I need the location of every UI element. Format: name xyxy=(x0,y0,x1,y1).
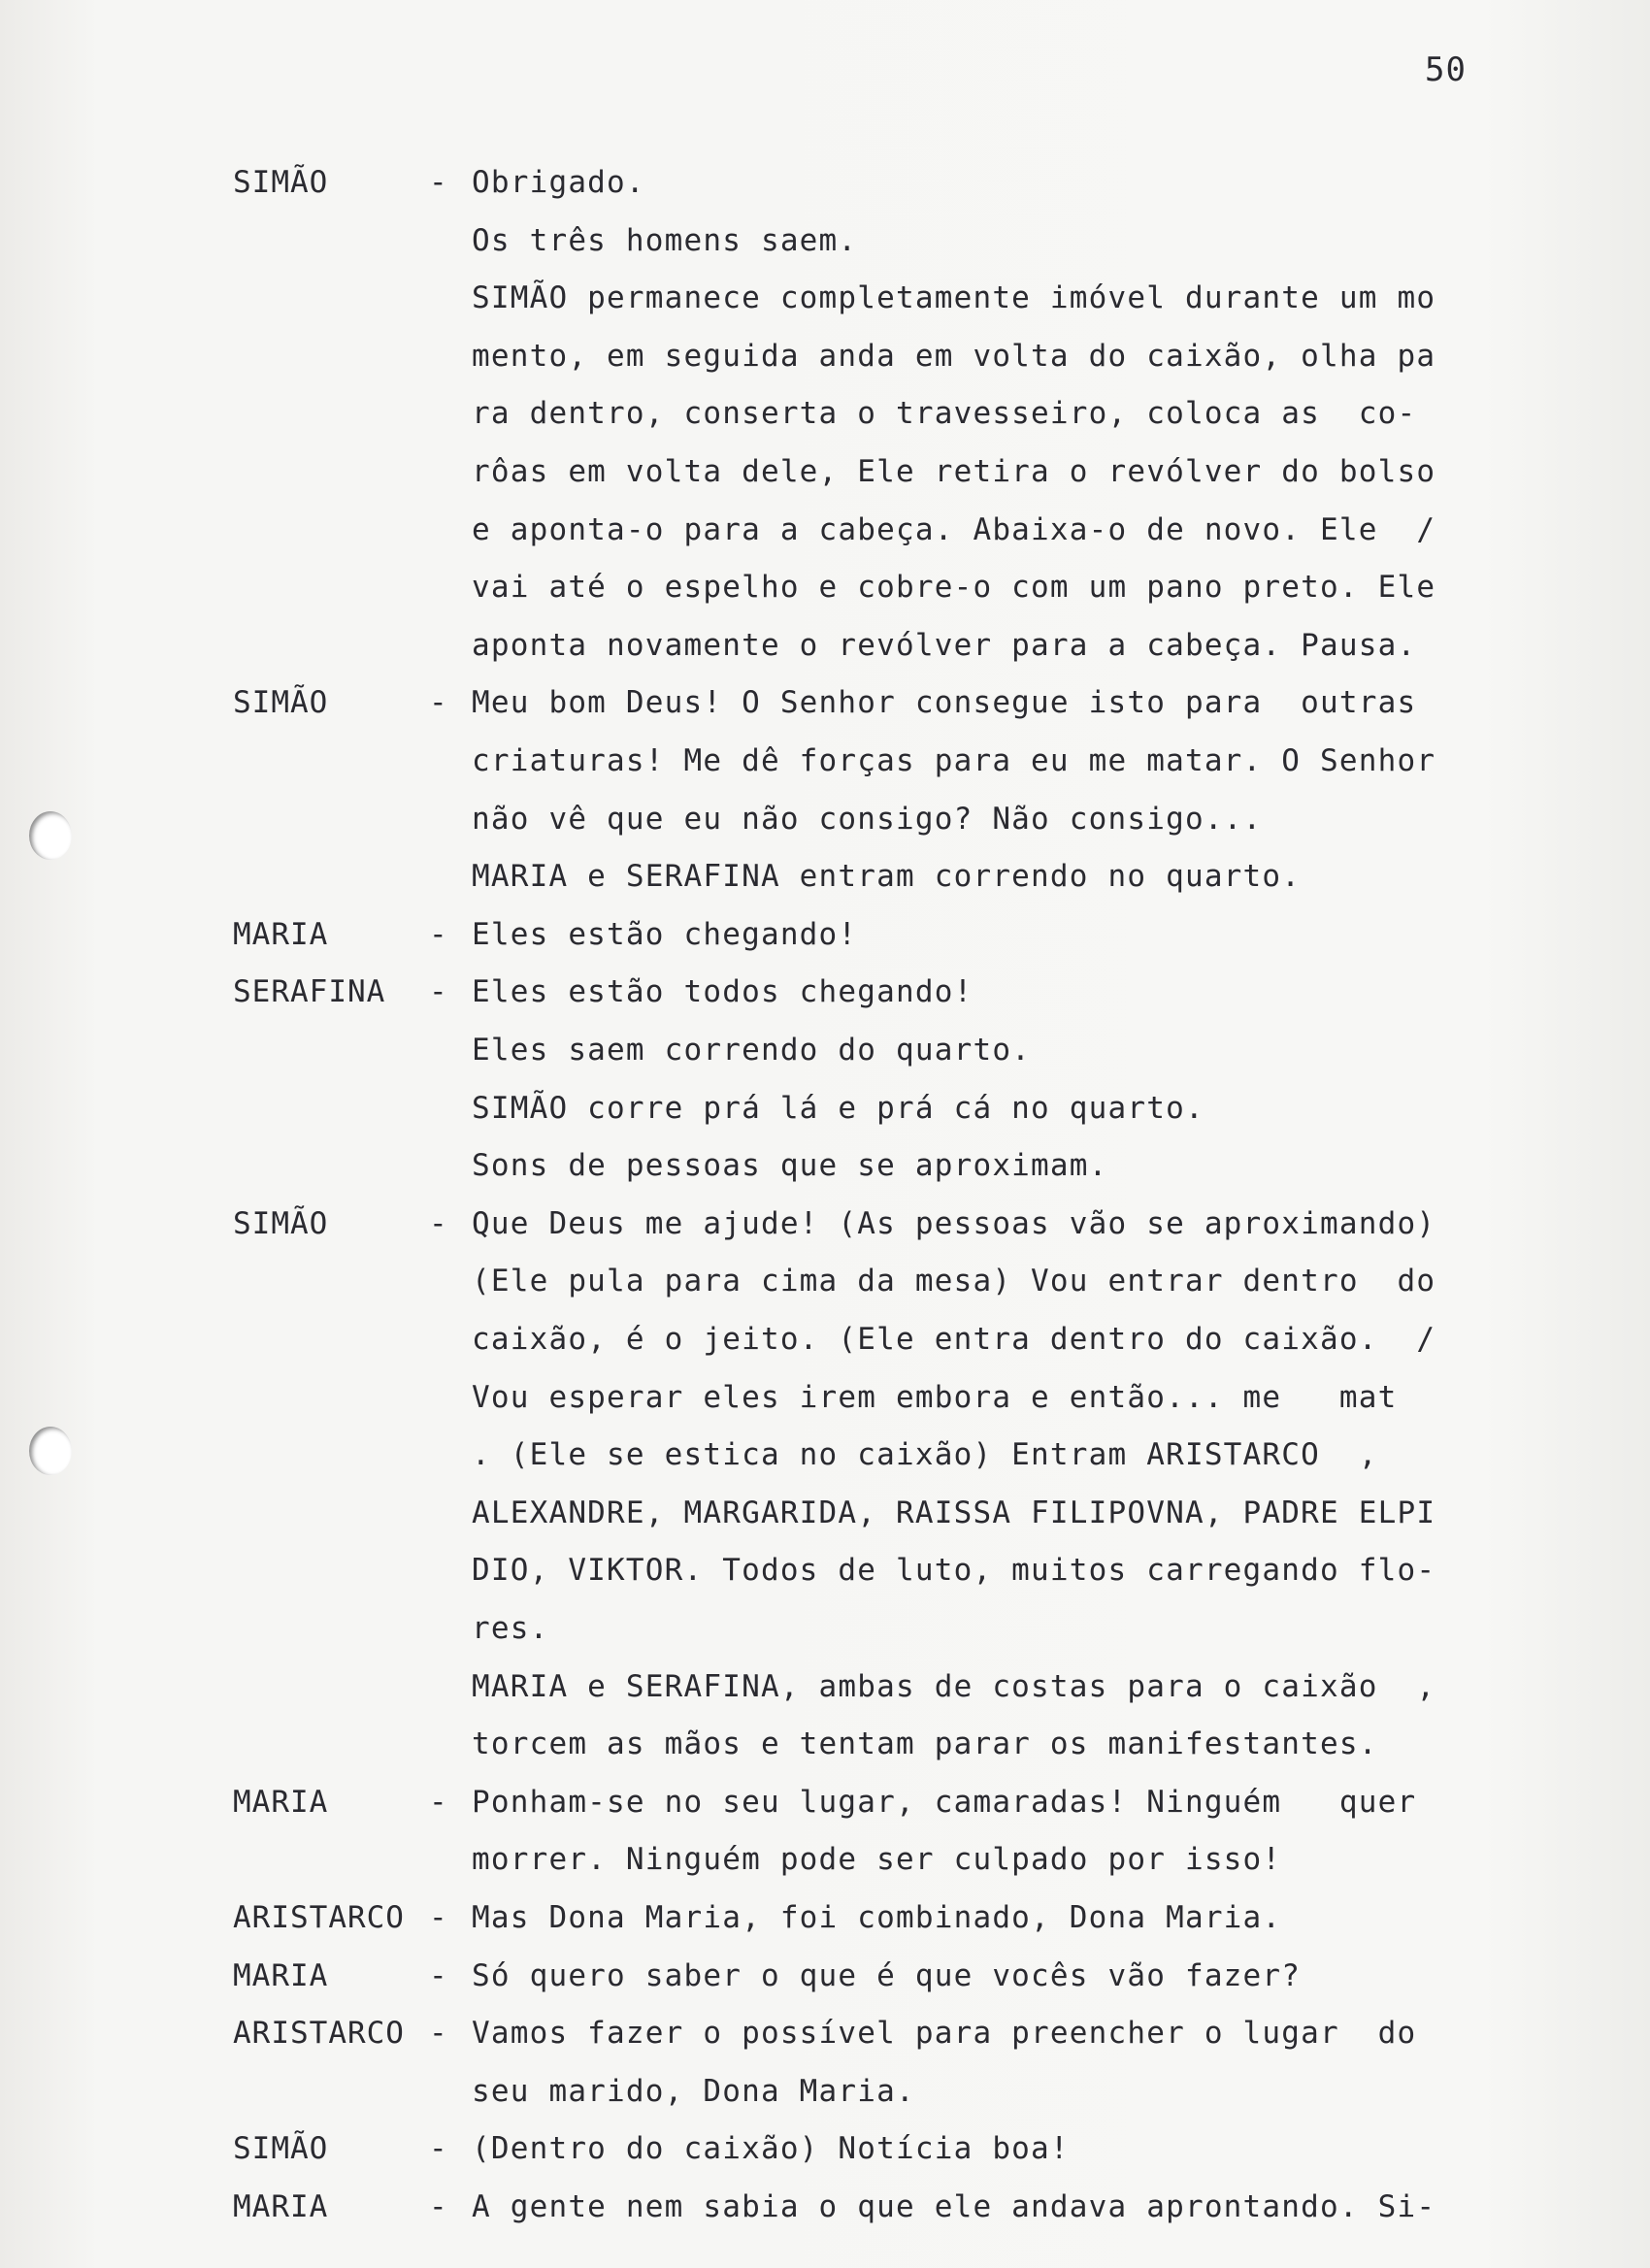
speaker-name: SIMÃO xyxy=(233,2131,329,2166)
speaker-name: MARIA xyxy=(233,917,329,952)
dialogue-dash: - xyxy=(429,1958,447,1993)
dialogue-text: Mas Dona Maria, foi combinado, Dona Maria. xyxy=(472,1900,1282,1935)
speaker-name: ARISTARCO xyxy=(233,1900,405,1935)
stage-direction-text: res. xyxy=(472,1611,549,1646)
stage-direction-text: vai até o espelho e cobre-o com um pano preto. Ele xyxy=(472,570,1436,605)
dialogue-text: Ponham-se no seu lugar, camaradas! Ninguém quer xyxy=(472,1785,1417,1820)
script-line xyxy=(0,2004,1650,2062)
stage-direction-text: DIO, VIKTOR. Todos de luto, muitos carregando flo- xyxy=(472,1553,1436,1588)
script-line xyxy=(0,558,1650,616)
stage-direction-text: MARIA e SERAFINA, ambas de costas para o caixão , xyxy=(472,1669,1436,1704)
script-line xyxy=(0,1715,1650,1773)
script-line xyxy=(0,1889,1650,1947)
script-line xyxy=(0,2178,1650,2236)
script-line xyxy=(0,2062,1650,2120)
speaker-name: SIMÃO xyxy=(233,1206,329,1241)
dialogue-dash: - xyxy=(429,1785,447,1820)
stage-direction-text: aponta novamente o revólver para a cabeça. Pausa. xyxy=(472,628,1417,663)
script-line xyxy=(0,674,1650,732)
stage-direction-text: e aponta-o para a cabeça. Abaixa-o de novo. Ele / xyxy=(472,512,1436,547)
script-line xyxy=(0,1658,1650,1716)
page-number: 50 xyxy=(1425,50,1467,89)
stage-direction-text: Eles saem correndo do quarto. xyxy=(472,1033,1032,1068)
script-line xyxy=(0,732,1650,790)
dialogue-dash: - xyxy=(429,1206,447,1241)
script-line xyxy=(0,384,1650,443)
dialogue-text: Meu bom Deus! O Senhor consegue isto para outras xyxy=(472,685,1417,720)
stage-direction-text: (Ele pula para cima da mesa) Vou entrar dentro do xyxy=(472,1264,1436,1298)
script-line xyxy=(0,1830,1650,1889)
script-line xyxy=(0,269,1650,327)
dialogue-dash: - xyxy=(429,2016,447,2051)
script-line xyxy=(0,1079,1650,1137)
speaker-name: ARISTARCO xyxy=(233,2016,405,2051)
script-line xyxy=(0,1484,1650,1542)
stage-direction-text: morrer. Ninguém pode ser culpado por isso! xyxy=(472,1842,1282,1877)
script-line xyxy=(0,905,1650,964)
stage-direction-text: seu marido, Dona Maria. xyxy=(472,2074,915,2109)
speaker-name: MARIA xyxy=(233,2189,329,2224)
script-line xyxy=(0,1773,1650,1831)
script-line xyxy=(0,1541,1650,1599)
dialogue-dash: - xyxy=(429,2189,447,2224)
stage-direction-text: SIMÃO corre prá lá e prá cá no quarto. xyxy=(472,1091,1204,1126)
script-line xyxy=(0,790,1650,848)
dialogue-dash: - xyxy=(429,685,447,720)
dialogue-text: Só quero saber o que é que vocês vão fazer? xyxy=(472,1958,1302,1993)
script-line xyxy=(0,963,1650,1021)
script-line xyxy=(0,443,1650,501)
script-line xyxy=(0,847,1650,905)
script-line xyxy=(0,1599,1650,1658)
stage-direction-text: criaturas! Me dê forças para eu me matar. O Senhor xyxy=(472,743,1436,778)
stage-direction-text: Os três homens saem. xyxy=(472,223,858,258)
dialogue-text: Obrigado. xyxy=(472,165,645,200)
speaker-name: SIMÃO xyxy=(233,685,329,720)
speaker-name: MARIA xyxy=(233,1958,329,1993)
stage-direction-text: ra dentro, conserta o travesseiro, coloca as co- xyxy=(472,396,1417,431)
script-line xyxy=(0,2120,1650,2178)
stage-direction-text: MARIA e SERAFINA entram correndo no quarto. xyxy=(472,859,1302,894)
stage-direction-text: torcem as mãos e tentam parar os manifestantes. xyxy=(472,1726,1378,1761)
stage-direction-text: rôas em volta dele, Ele retira o revólver do bolso xyxy=(472,454,1436,489)
script-line xyxy=(0,1136,1650,1195)
speaker-name: SERAFINA xyxy=(233,974,386,1009)
stage-direction-text: Sons de pessoas que se aproximam. xyxy=(472,1148,1108,1183)
dialogue-text: Que Deus me ajude! (As pessoas vão se aproximando) xyxy=(472,1206,1436,1241)
dialogue-text: A gente nem sabia o que ele andava aprontando. Si- xyxy=(472,2189,1436,2224)
dialogue-text: Eles estão todos chegando! xyxy=(472,974,974,1009)
script-line xyxy=(0,501,1650,559)
dialogue-dash: - xyxy=(429,165,447,200)
dialogue-dash: - xyxy=(429,2131,447,2166)
script-line xyxy=(0,616,1650,674)
script-line xyxy=(0,1252,1650,1310)
speaker-name: MARIA xyxy=(233,1785,329,1820)
script-line xyxy=(0,153,1650,212)
stage-direction-text: Vou esperar eles irem embora e então... me mat xyxy=(472,1380,1398,1415)
speaker-name: SIMÃO xyxy=(233,165,329,200)
stage-direction-text: não vê que eu não consigo? Não consigo... xyxy=(472,802,1263,837)
dialogue-text: (Dentro do caixão) Notícia boa! xyxy=(472,2131,1070,2166)
stage-direction-text: mento, em seguida anda em volta do caixão, olha pa xyxy=(472,339,1436,374)
stage-direction-text: . (Ele se estica no caixão) Entram ARISTARCO , xyxy=(472,1437,1378,1472)
stage-direction-text: caixão, é o jeito. (Ele entra dentro do caixão. / xyxy=(472,1322,1436,1357)
dialogue-dash: - xyxy=(429,917,447,952)
dialogue-dash: - xyxy=(429,974,447,1009)
script-line xyxy=(0,1947,1650,2005)
stage-direction-text: ALEXANDRE, MARGARIDA, RAISSA FILIPOVNA, PADRE ELPI xyxy=(472,1496,1436,1530)
stage-direction-text: SIMÃO permanece completamente imóvel durante um mo xyxy=(472,280,1436,315)
dialogue-dash: - xyxy=(429,1900,447,1935)
script-line xyxy=(0,212,1650,270)
script-line xyxy=(0,1021,1650,1079)
script-line xyxy=(0,1310,1650,1368)
script-line xyxy=(0,1195,1650,1253)
script-line xyxy=(0,327,1650,385)
script-line xyxy=(0,1368,1650,1427)
dialogue-text: Eles estão chegando! xyxy=(472,917,858,952)
script-line xyxy=(0,1426,1650,1484)
dialogue-text: Vamos fazer o possível para preencher o lugar do xyxy=(472,2016,1417,2051)
